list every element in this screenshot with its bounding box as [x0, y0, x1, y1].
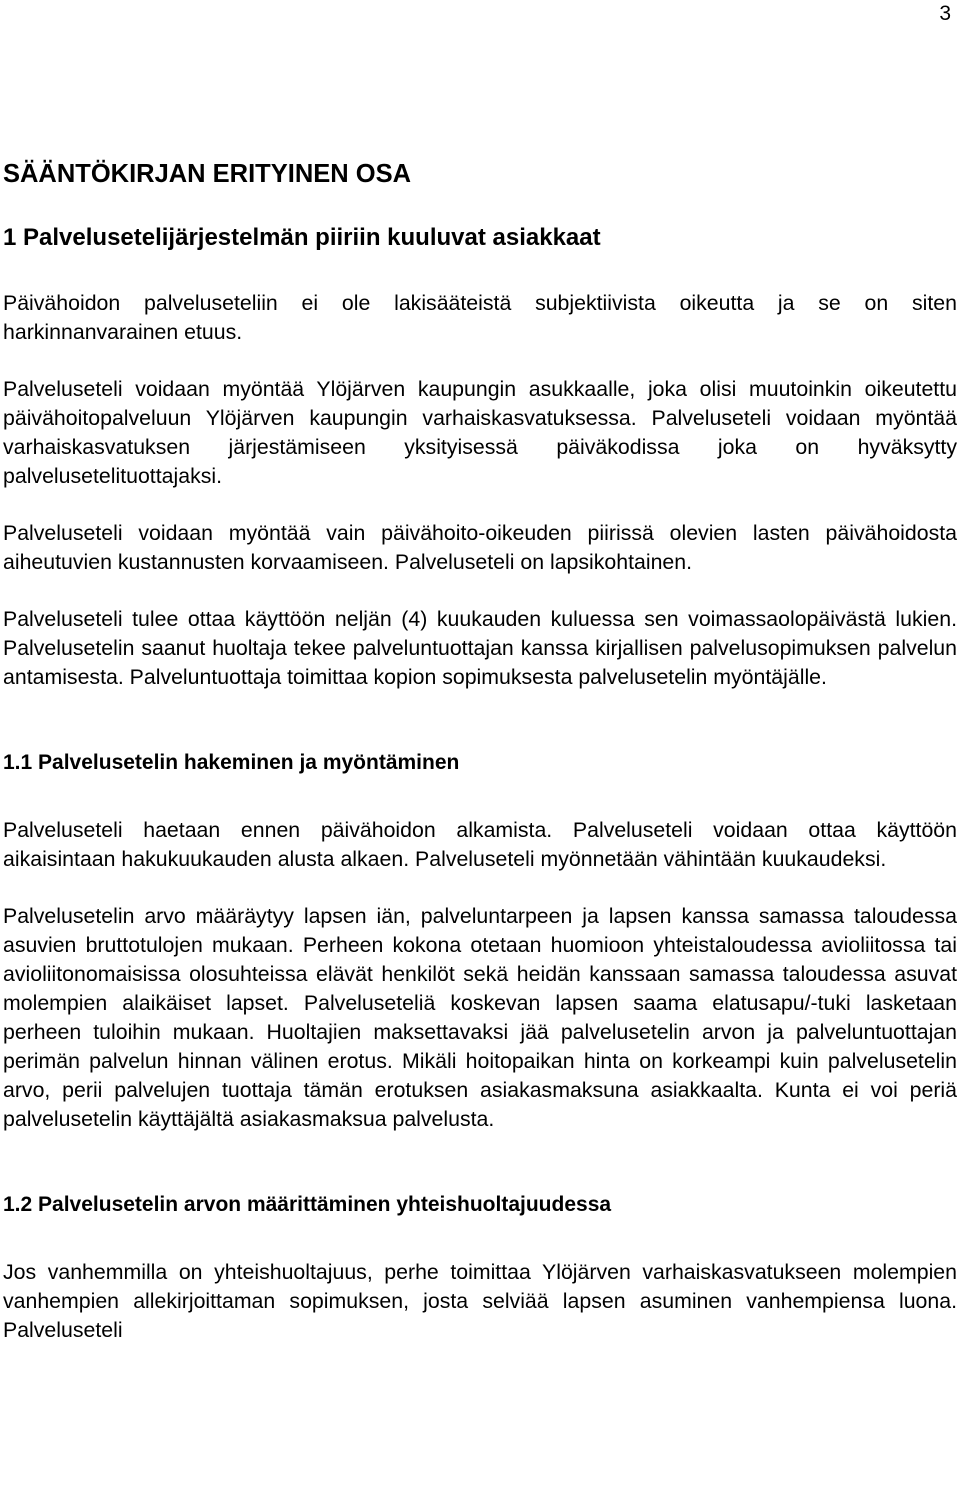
paragraph: Palvelusetelin arvo määräytyy lapsen iän, palveluntarpeen ja lapsen kanssa samassa taloudessa asuvien bruttotulojen mukaan. Perheen kokona otetaan huomioon yhteistaloudessa avioliitossa tai avioliitonomaisissa olosuhteissa elävät henkilöt sekä heidän kanssaan samassa taloudessa asuvat molempien alaikäiset lapset. Palveluseteliä koskevan lapsen saama elatusapu/-tuki lasketaan perheen tuloihin mukaan. Huoltajien maksettavaksi jää palvelusetelin arvon ja palveluntuottajan perimän palvelun hinnan välinen erotus. Mikäli hoitopaikan hinta on korkeampi kuin palvelusetelin arvo, perii palvelujen tuottaja tämän erotuksen asiakasmaksuna asiakkaalta. Kunta ei voi periä palvelusetelin käyttäjältä asiakasmaksua palvelusta. — [3, 904, 957, 1131]
section-heading-1: 1 Palvelusetelijärjestelmän piiriin kuuluvat asiakkaat — [3, 224, 601, 251]
section-heading-1-2: 1.2 Palvelusetelin arvon määrittäminen yhteishuoltajuudessa — [3, 1193, 612, 1216]
document-body — [3, 155, 957, 1345]
paragraph: Jos vanhemmilla on yhteishuoltajuus, perhe toimittaa Ylöjärven varhaiskasvatukseen molempien vanhempien allekirjoittaman sopimuksen, josta selviää lapsen asuminen vanhempiensa luona. Palveluseteli — [3, 1260, 957, 1342]
document-title: SÄÄNTÖKIRJAN ERITYINEN OSA — [3, 160, 412, 188]
paragraph: Palveluseteli voidaan myöntää Ylöjärven kaupungin asukkaalle, joka olisi muutoinkin oikeutettu päivähoitopalveluun Ylöjärven kaupungin varhaiskasvatuksessa. Palveluseteli voidaan myöntää varhaiskasvatuksen järjestämiseen yksityisessä päiväkodissa joka on hyväksytty palvelusetelituottajaksi. — [3, 377, 957, 488]
page-number: 3 — [939, 2, 951, 25]
section-heading-1-1: 1.1 Palvelusetelin hakeminen ja myöntäminen — [3, 751, 460, 774]
paragraph: Palveluseteli haetaan ennen päivähoidon alkamista. Palveluseteli voidaan ottaa käyttöön aikaisintaan hakukuukauden alusta alkaen. Palveluseteli myönnetään vähintään kuukaudeksi. — [3, 818, 957, 871]
paragraph: Päivähoidon palveluseteliin ei ole lakisääteistä subjektiivista oikeutta ja se on siten harkinnanvarainen etuus. — [3, 291, 957, 344]
paragraph: Palveluseteli tulee ottaa käyttöön neljän (4) kuukauden kuluessa sen voimassaolopäivästä lukien. Palvelusetelin saanut huoltaja tekee palveluntuottajan kanssa kirjallisen palvelusopimuksen palvelun antamisesta. Palveluntuottaja toimittaa kopion sopimuksesta palvelusetelin myöntäjälle. — [3, 607, 957, 689]
paragraph: Palveluseteli voidaan myöntää vain päivähoito-oikeuden piirissä olevien lasten päivähoidosta aiheutuvien kustannusten korvaamiseen. Palveluseteli on lapsikohtainen. — [3, 521, 957, 574]
